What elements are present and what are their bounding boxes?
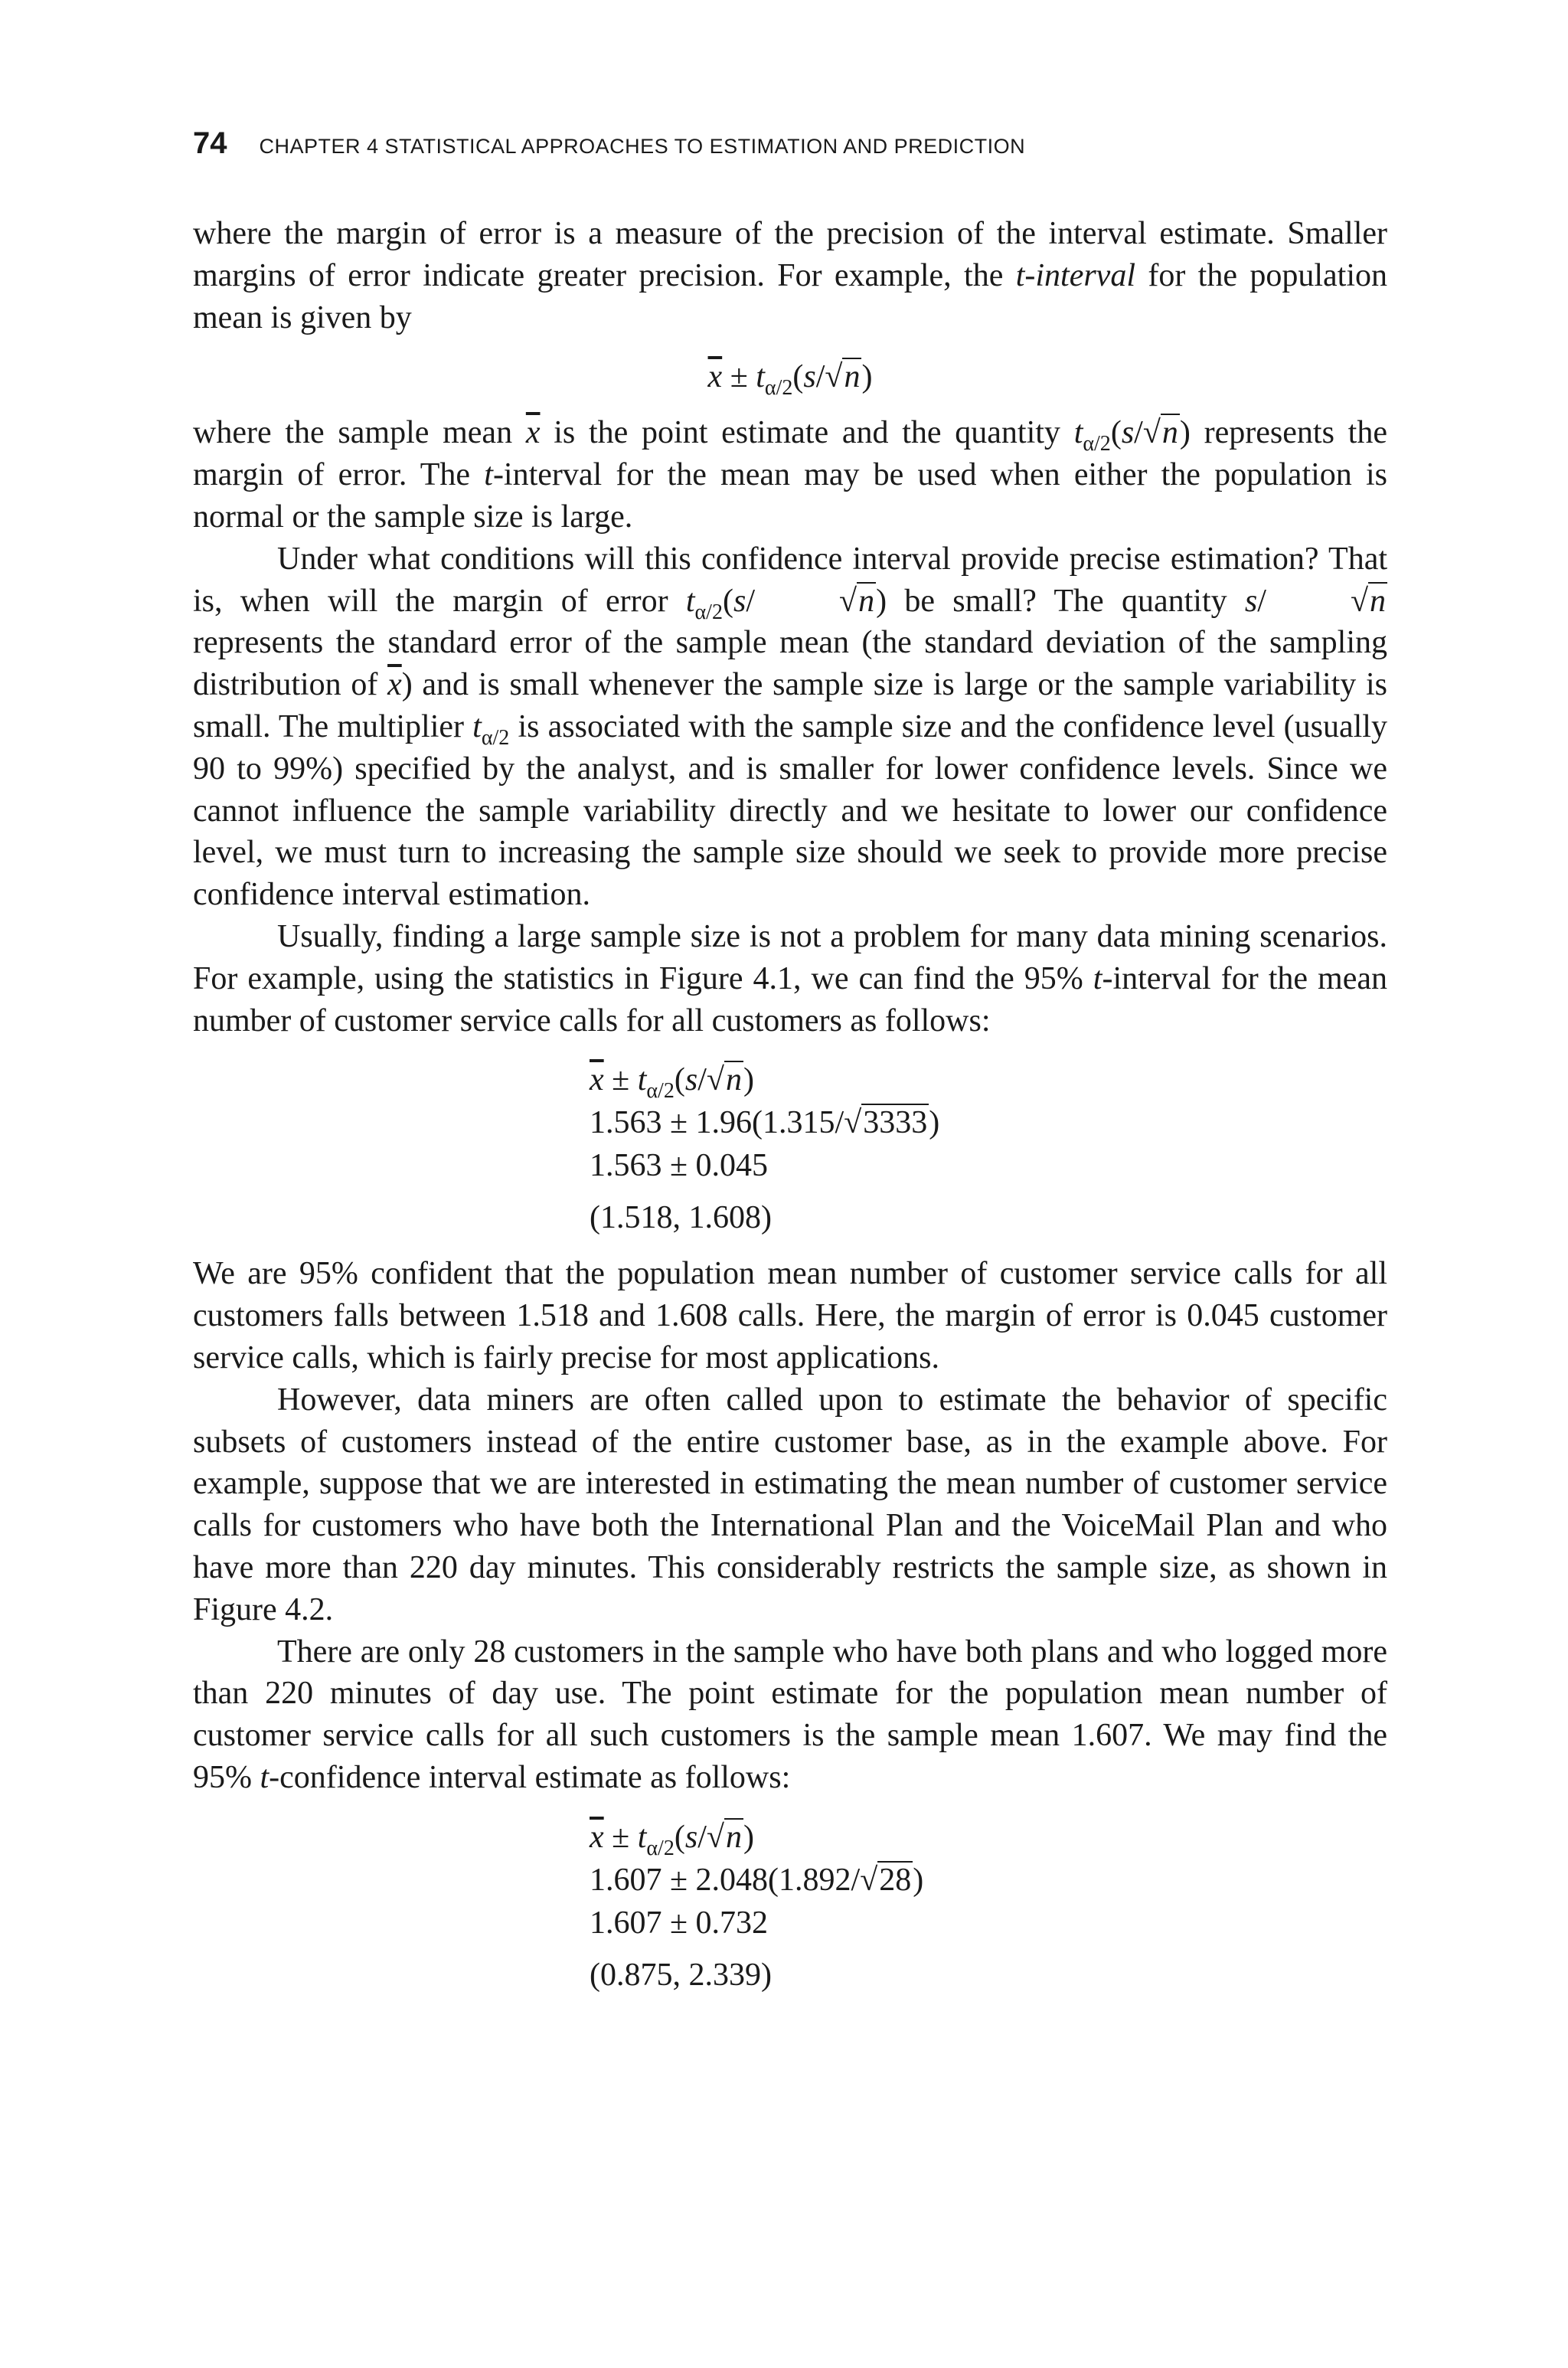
paren: ( [674, 1819, 685, 1855]
plus-minus: ± [603, 1819, 638, 1855]
paragraph-3 [193, 538, 1387, 916]
text-run: Under what conditions will this confidence interval provide precise estimation? That is, when will the margin of error [193, 541, 1387, 619]
text-run: is associated with the sample size and the confidence level (usually 90 to 99%) specified by the analyst, and is smaller for lower confidence levels. Since we cannot influence the sample variability directly and we hesitate to lower our confidence level, we must turn to increasing the sample size should we seek to provide more precise confidence interval estimation. [193, 708, 1387, 913]
radical: √ [844, 1105, 862, 1141]
text-run: be small? The quantity [887, 583, 1245, 619]
s-symbol: s [1244, 583, 1258, 619]
text-run: -confidence interval estimate as follows: [269, 1759, 791, 1795]
text-run: for the population mean is given by [193, 257, 1387, 335]
paragraph-2 [193, 412, 1387, 538]
formula-line [193, 355, 1387, 401]
paragraph-4 [193, 916, 1387, 1042]
radical: √ [1350, 583, 1368, 619]
radicand: 3333 [863, 1105, 928, 1141]
n-symbol: n [1161, 415, 1178, 451]
text-run: Usually, finding a large sample size is not a problem for many data mining scenarios. For example, using the statistics in Figure 4.1, we can find the 95% [193, 918, 1387, 996]
calculation-all-customers [193, 1058, 1387, 1239]
page-header [193, 126, 1387, 161]
text-run: -interval for the mean may be used when either the population is normal or the sample size is large. [193, 457, 1387, 535]
paren: ( [792, 359, 804, 395]
formula-line [590, 1816, 1387, 1859]
plus-minus: ± [722, 359, 756, 395]
sqrt-sign [825, 355, 861, 398]
radical: √ [825, 359, 843, 395]
formula-t-interval [193, 355, 1387, 401]
alpha-subscript: α/2 [1083, 432, 1111, 456]
t-symbol: t [685, 583, 695, 619]
xbar-symbol: $\overline{x}$ [590, 1062, 604, 1098]
paren: ) [743, 1062, 754, 1098]
sqrt-sign [707, 1058, 743, 1101]
t-symbol: t [1073, 415, 1083, 451]
running-head: CHAPTER 4 STATISTICAL APPROACHES TO ESTIMATION AND PREDICTION [259, 135, 1026, 158]
formula-line [590, 1058, 1387, 1104]
t-symbol: t [756, 359, 765, 395]
t-symbol: t [472, 708, 482, 744]
slash: / [697, 1062, 707, 1098]
slash: / [746, 583, 755, 619]
calc-line-margin: 1.607 ± 0.732 [590, 1905, 769, 1941]
paragraph-5: We are 95% confident that the population mean number of customer service calls for all customers falls between 1.518 and 1.608 calls. Here, the margin of error is 0.045 customer service calls, which is fairly precise for most applications. [193, 1256, 1387, 1375]
text-run: There are only 28 customers in the sample who have both plans and who logged more than 220 minutes of day use. The point estimate for the population mean number of customer service calls for all such customers is the sample mean 1.607. We may find the 95% [193, 1634, 1387, 1795]
text-run: where the margin of error is a measure of the precision of the interval estimate. Smaller margins of error indicate greater precision. For example, the [193, 216, 1387, 293]
sqrt-sign [707, 1816, 743, 1859]
s-symbol: s [803, 359, 816, 395]
paragraph-7 [193, 1631, 1387, 1799]
sqrt-sign [755, 581, 876, 623]
paren: ( [1110, 415, 1122, 451]
slash: / [1257, 583, 1266, 619]
text-run: 1.563 ± 1.96(1.315/ [590, 1105, 844, 1141]
text-run: ) [913, 1862, 924, 1898]
t-symbol: t [637, 1819, 647, 1855]
n-symbol: n [1370, 583, 1386, 619]
body-text [193, 213, 1387, 2010]
s-symbol: s [684, 1062, 698, 1098]
xbar-symbol: $\overline{x}$ [590, 1819, 604, 1855]
calc-line-substitution [590, 1859, 1387, 1902]
alpha-subscript: α/2 [481, 725, 510, 750]
t-symbol: t [637, 1062, 647, 1098]
radicand: 28 [879, 1862, 912, 1898]
term-t-interval: t-interval [1015, 257, 1135, 293]
text-run: represents the margin of error. The [193, 415, 1387, 493]
paren: ( [674, 1062, 685, 1098]
radical: √ [706, 1062, 724, 1098]
calculation-subset [193, 1816, 1387, 1997]
text-run: ) and is small whenever the sample size is large or the sample variability is small. The multiplier [193, 667, 1387, 744]
radical: √ [1142, 415, 1161, 451]
text-run: is the point estimate and the quantity [540, 415, 1074, 451]
sqrt-sign [1266, 581, 1387, 623]
text-run: -interval for the mean number of customer service calls for all customers as follows: [193, 960, 1387, 1038]
radical: √ [839, 583, 858, 619]
text-run: represents the standard error of the sample mean (the standard deviation of the sampling distribution of [193, 625, 1387, 703]
text-run: where the sample mean [193, 415, 526, 451]
n-symbol: n [858, 583, 875, 619]
slash: / [697, 1819, 707, 1855]
sqrt-sign [844, 1101, 929, 1144]
paren: ( [722, 583, 733, 619]
paren: ) [876, 583, 887, 619]
calc-line-interval: (1.518, 1.608) [590, 1200, 772, 1236]
n-symbol: n [725, 1819, 742, 1855]
slash: / [815, 359, 825, 395]
calc-line-interval: (0.875, 2.339) [590, 1957, 772, 1993]
s-symbol: s [733, 583, 746, 619]
alpha-subscript: α/2 [646, 1836, 675, 1860]
t-symbol: t [1093, 960, 1102, 996]
calc-line-substitution [590, 1101, 1387, 1144]
paren: ) [1179, 415, 1191, 451]
s-symbol: s [1121, 415, 1135, 451]
radical: √ [706, 1819, 724, 1855]
n-symbol: n [725, 1062, 742, 1098]
slash: / [1134, 415, 1143, 451]
t-symbol: t [260, 1759, 270, 1795]
alpha-subscript: α/2 [646, 1079, 675, 1104]
t-symbol: t [484, 457, 493, 493]
paragraph-1 [193, 213, 1387, 339]
radical: √ [860, 1862, 878, 1898]
xbar-symbol: $\overline{x}$ [387, 667, 402, 703]
s-symbol: s [684, 1819, 698, 1855]
xbar-symbol: $\overline{x}$ [525, 415, 541, 451]
text-run: 1.607 ± 2.048(1.892/ [590, 1862, 861, 1898]
page-number: 74 [193, 126, 227, 160]
n-symbol: n [844, 359, 861, 395]
xbar-symbol: $\overline{x}$ [707, 359, 723, 395]
paren: ) [861, 359, 873, 395]
alpha-subscript: α/2 [694, 600, 723, 624]
sqrt-sign [1143, 412, 1180, 454]
text-run: ) [929, 1105, 940, 1141]
paragraph-6: However, data miners are often called upon to estimate the behavior of specific subsets of customers instead of the entire customer base, as in the example above. For example, suppose that we are interested in estimating the mean number of customer service calls for customers who have both the International Plan and the VoiceMail Plan and who have more than 220 day minutes. This considerably restricts the sample size, as shown in Figure 4.2. [193, 1382, 1387, 1627]
calc-line-margin: 1.563 ± 0.045 [590, 1148, 769, 1184]
alpha-subscript: α/2 [764, 376, 793, 401]
paren: ) [743, 1819, 754, 1855]
plus-minus: ± [603, 1062, 638, 1098]
sqrt-sign [860, 1859, 913, 1902]
